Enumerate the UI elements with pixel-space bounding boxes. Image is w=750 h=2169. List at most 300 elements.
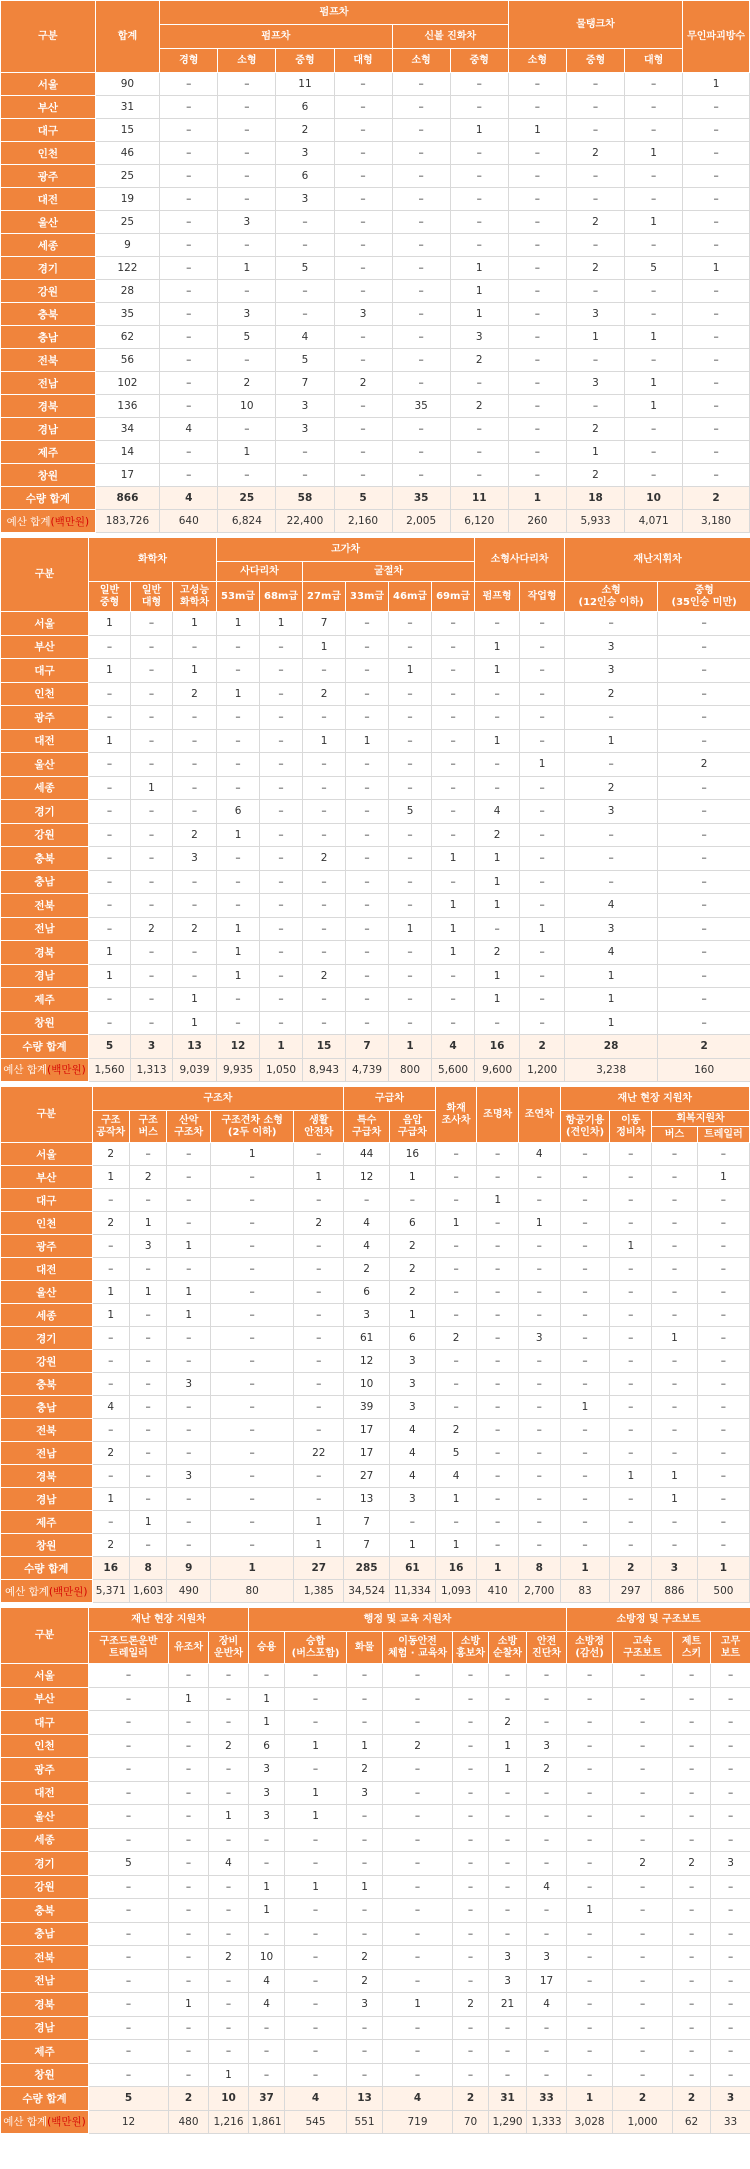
table-cell: – [475, 612, 520, 636]
table-cell: – [508, 280, 566, 303]
qty-total-cell: 33 [527, 2087, 567, 2111]
table-cell: 2 [347, 1969, 383, 1993]
table-cell: 1 [683, 73, 750, 96]
table-cell: – [276, 280, 334, 303]
table-cell: – [450, 188, 508, 211]
table-cell: – [169, 1922, 209, 1946]
table-cell: – [613, 1664, 673, 1688]
table-cell: – [173, 870, 217, 894]
table-cell: 25 [95, 165, 160, 188]
table-cell: – [131, 635, 173, 659]
header-s53: 53m급 [217, 582, 260, 612]
table-cell: 35 [392, 395, 450, 418]
table-cell: – [276, 211, 334, 234]
table-row [1, 1465, 750, 1488]
table-cell: – [294, 1396, 344, 1419]
budget-total-cell: 183,726 [95, 510, 160, 533]
table-cell: – [169, 2063, 209, 2087]
table-cell: – [711, 1946, 750, 1970]
table-cell: 1 [249, 1899, 285, 1923]
table-cell: – [89, 1011, 131, 1035]
table-cell: – [89, 894, 131, 918]
table-cell: – [613, 1875, 673, 1899]
table-cell: – [477, 1212, 519, 1235]
table-cell: – [169, 2016, 209, 2040]
table-cell: – [432, 1011, 475, 1035]
table-row [1, 441, 750, 464]
table-cell: 7 [303, 612, 346, 636]
table-cell: – [560, 1235, 610, 1258]
table-cell: – [303, 894, 346, 918]
region-label: 경북 [1, 1993, 89, 2017]
table-cell: – [453, 2040, 489, 2064]
header-pump-type: 펌프형 [475, 582, 520, 612]
table-cell: – [211, 1488, 294, 1511]
table-cell: – [450, 418, 508, 441]
table-cell: 1 [173, 988, 217, 1012]
header-r3: 산악 구조차 [167, 1111, 211, 1143]
table-cell: – [390, 1189, 436, 1212]
table-cell: – [389, 1011, 432, 1035]
qty-total-cell: 5 [334, 487, 392, 510]
table-cell: 2 [390, 1258, 436, 1281]
table-cell: – [276, 464, 334, 487]
table-cell: 4 [527, 1993, 567, 2017]
table-cell: – [567, 1828, 613, 1852]
table-cell: – [167, 1419, 211, 1442]
table-cell: – [683, 464, 750, 487]
table-cell: – [520, 847, 565, 871]
table-cell: – [347, 1828, 383, 1852]
table-cell: – [697, 1465, 749, 1488]
region-label: 전남 [1, 1969, 89, 1993]
table-cell: 6 [217, 800, 260, 824]
budget-total-row [1, 2110, 750, 2134]
table-cell: – [520, 706, 565, 730]
table-cell: – [334, 211, 392, 234]
table-cell: – [432, 800, 475, 824]
table-cell: – [520, 776, 565, 800]
table-cell: – [347, 1664, 383, 1688]
table-cell: – [173, 635, 217, 659]
table-cell: – [477, 1373, 519, 1396]
table-cell: – [683, 119, 750, 142]
table-cell: – [711, 1758, 750, 1782]
table-cell: – [92, 1373, 129, 1396]
table-row [1, 1805, 750, 1829]
table-cell: – [392, 372, 450, 395]
table-cell: 3 [390, 1373, 436, 1396]
table-cell: – [711, 1922, 750, 1946]
table-cell: – [167, 1534, 211, 1557]
table-cell: 1 [652, 1327, 698, 1350]
table-cell: 3 [565, 917, 658, 941]
table-cell: – [520, 635, 565, 659]
table-cell: – [383, 1758, 453, 1782]
table-cell: – [209, 1781, 249, 1805]
region-label: 세종 [1, 776, 89, 800]
table-cell: – [625, 303, 683, 326]
table-cell: 2 [347, 1946, 383, 1970]
header-small-ladder: 소형사다리차 [475, 538, 565, 582]
qty-total-cell: 866 [95, 487, 160, 510]
table-cell: – [518, 1189, 560, 1212]
table-cell: 5 [435, 1442, 477, 1465]
table-cell: – [658, 894, 750, 918]
budget-total-cell: 1,603 [129, 1580, 166, 1603]
table-cell: – [167, 1350, 211, 1373]
table-cell: – [566, 349, 624, 372]
budget-label-text: 예산 합계 [6, 515, 51, 528]
table-cell: – [450, 211, 508, 234]
table-cell: – [285, 1664, 347, 1688]
table-cell: – [432, 635, 475, 659]
table-cell: – [453, 1687, 489, 1711]
table-cell: – [169, 1969, 209, 1993]
table-cell: – [169, 1734, 209, 1758]
table-cell: – [566, 96, 624, 119]
header-admin: 행정 및 교육 지원차 [249, 1608, 567, 1632]
table-cell: – [566, 188, 624, 211]
region-label: 강원 [1, 1350, 93, 1373]
table-cell: – [508, 96, 566, 119]
table-cell: – [567, 1852, 613, 1876]
table-cell: 44 [344, 1143, 390, 1166]
table-cell: 1 [475, 964, 520, 988]
table-cell: 1 [475, 635, 520, 659]
table-cell: – [389, 847, 432, 871]
table-cell: – [560, 1373, 610, 1396]
region-label: 인천 [1, 682, 89, 706]
table-cell: 17 [344, 1419, 390, 1442]
table-cell: – [383, 2040, 453, 2064]
table-cell: 2 [209, 1946, 249, 1970]
table-cell: 3 [390, 1350, 436, 1373]
table-cell: – [711, 2016, 750, 2040]
table-cell: – [211, 1511, 294, 1534]
table-cell: 1 [475, 894, 520, 918]
table-row [1, 119, 750, 142]
table-cell: – [652, 1396, 698, 1419]
table-cell: 1 [173, 1011, 217, 1035]
budget-total-cell: 800 [389, 1058, 432, 1082]
table-cell: – [697, 1350, 749, 1373]
table-cell: – [347, 2016, 383, 2040]
table-cell: – [450, 142, 508, 165]
table-cell: – [129, 1534, 166, 1557]
table-cell: – [89, 1946, 169, 1970]
header-a1: 특수 구급차 [344, 1111, 390, 1143]
table-cell: – [520, 941, 565, 965]
table-cell: 4 [209, 1852, 249, 1876]
table-cell: 28 [95, 280, 160, 303]
table-cell: – [518, 1488, 560, 1511]
table-row [1, 612, 750, 636]
table-cell: – [211, 1189, 294, 1212]
table-cell: – [334, 119, 392, 142]
header-e1: 승용 [249, 1632, 285, 1664]
table-cell: – [346, 635, 389, 659]
budget-total-cell: 6,824 [218, 510, 276, 533]
table-cell: 3 [347, 1781, 383, 1805]
table-cell: 3 [489, 1946, 527, 1970]
table-cell: – [218, 96, 276, 119]
header-nc-small: 소형 [392, 49, 450, 73]
table-cell: – [527, 1711, 567, 1735]
qty-total-cell: 1 [477, 1557, 519, 1580]
table-cell: – [392, 418, 450, 441]
table-cell: – [697, 1281, 749, 1304]
table-cell: – [209, 1899, 249, 1923]
header-cmd-small: 소형 (12인승 이하) [565, 582, 658, 612]
region-label: 전남 [1, 1442, 93, 1465]
table-cell: – [211, 1534, 294, 1557]
table-row [1, 73, 750, 96]
table-cell: – [218, 165, 276, 188]
table-cell: – [334, 234, 392, 257]
table-cell: – [383, 1969, 453, 1993]
header-b4: 고무 보트 [711, 1632, 750, 1664]
table-cell: – [652, 1350, 698, 1373]
qty-total-row [1, 487, 750, 510]
table-cell: – [160, 142, 218, 165]
table-cell: – [211, 1465, 294, 1488]
table-cell: 1 [475, 659, 520, 683]
table-cell: 31 [95, 96, 160, 119]
table-cell: 5 [389, 800, 432, 824]
table-cell: – [435, 1511, 477, 1534]
table-cell: – [249, 2040, 285, 2064]
table-cell: 3 [565, 659, 658, 683]
table-cell: – [508, 165, 566, 188]
table-cell: – [131, 706, 173, 730]
region-label: 경남 [1, 418, 96, 441]
table-cell: 3 [566, 372, 624, 395]
table-cell: 1 [475, 988, 520, 1012]
table-cell: 1 [435, 1534, 477, 1557]
table-cell: – [453, 1899, 489, 1923]
table-cell: – [131, 682, 173, 706]
table-cell: – [518, 1235, 560, 1258]
table-cell: – [697, 1327, 749, 1350]
table-cell: – [218, 280, 276, 303]
table-cell: – [683, 349, 750, 372]
table-cell: – [489, 2016, 527, 2040]
table-cell: – [711, 1687, 750, 1711]
table-cell: – [566, 119, 624, 142]
table-cell: – [217, 870, 260, 894]
header-chem: 화학차 [89, 538, 217, 582]
table-cell: – [347, 1805, 383, 1829]
table-cell: – [566, 395, 624, 418]
table-cell: 2 [131, 917, 173, 941]
table-cell: 2 [450, 395, 508, 418]
qty-total-cell: 11 [450, 487, 508, 510]
vehicle-table-4 [0, 1607, 750, 2134]
qty-total-cell: 5 [89, 2087, 169, 2111]
table-cell: 1 [285, 1781, 347, 1805]
table-cell: – [294, 1419, 344, 1442]
table-cell: – [435, 1350, 477, 1373]
table-cell: – [652, 1442, 698, 1465]
table-cell: – [673, 1781, 711, 1805]
table-cell: – [489, 1687, 527, 1711]
budget-total-cell: 1,560 [89, 1058, 131, 1082]
table-cell: 1 [346, 729, 389, 753]
table-cell: 1 [129, 1511, 166, 1534]
header-unmanned: 무인파괴방수 [683, 1, 750, 73]
table-cell: – [285, 1993, 347, 2017]
table-cell: – [453, 1781, 489, 1805]
table-cell: 3 [518, 1327, 560, 1350]
table-row [1, 1419, 750, 1442]
table-cell: – [625, 165, 683, 188]
table-cell: – [560, 1166, 610, 1189]
table-row [1, 847, 750, 871]
qty-total-label: 수량 합계 [1, 487, 96, 510]
table-cell: – [432, 988, 475, 1012]
header-s68: 68m급 [260, 582, 303, 612]
table-cell: 4 [565, 894, 658, 918]
table-cell: – [129, 1327, 166, 1350]
table-cell: – [683, 234, 750, 257]
table-cell: – [489, 1664, 527, 1688]
table-cell: 3 [450, 326, 508, 349]
table-cell: – [610, 1258, 652, 1281]
table-cell: 4 [92, 1396, 129, 1419]
budget-total-cell: 480 [169, 2110, 209, 2134]
table-cell: – [383, 1875, 453, 1899]
table-cell: – [697, 1442, 749, 1465]
table-cell: 12 [344, 1350, 390, 1373]
table-cell: 1 [450, 257, 508, 280]
table-cell: – [92, 1350, 129, 1373]
table-cell: 4 [435, 1465, 477, 1488]
header-w-medium: 중형 [566, 49, 624, 73]
header-ambulance: 구급차 [344, 1087, 436, 1111]
qty-total-cell: 8 [129, 1557, 166, 1580]
table-cell: – [613, 1946, 673, 1970]
table-cell: – [697, 1511, 749, 1534]
table-cell: – [392, 165, 450, 188]
table-cell: – [697, 1235, 749, 1258]
region-label: 경기 [1, 257, 96, 280]
table-cell: – [294, 1189, 344, 1212]
table-cell: 3 [344, 1304, 390, 1327]
table-cell: – [477, 1534, 519, 1557]
budget-total-cell: 1,216 [209, 2110, 249, 2134]
table-cell: – [211, 1419, 294, 1442]
header-g27: 27m급 [303, 582, 346, 612]
table-cell: – [658, 823, 750, 847]
region-label: 경기 [1, 1852, 89, 1876]
table-cell: – [711, 1969, 750, 1993]
table-cell: – [560, 1419, 610, 1442]
table-cell: 1 [92, 1304, 129, 1327]
table-cell: – [129, 1396, 166, 1419]
header-s1: 항공기용 (견인차) [560, 1111, 610, 1143]
table-cell: – [260, 753, 303, 777]
table-cell: – [658, 682, 750, 706]
table-cell: – [209, 1758, 249, 1782]
table-cell: – [683, 280, 750, 303]
table-cell: – [285, 1852, 347, 1876]
table-row [1, 349, 750, 372]
table-cell: – [160, 119, 218, 142]
table-cell: – [129, 1419, 166, 1442]
table-cell: – [89, 1899, 169, 1923]
table-cell: – [527, 2040, 567, 2064]
region-label: 세종 [1, 1304, 93, 1327]
table-cell: – [613, 1828, 673, 1852]
table-cell: – [211, 1235, 294, 1258]
table-row [1, 96, 750, 119]
table-cell: – [169, 1875, 209, 1899]
table-cell: – [167, 1189, 211, 1212]
budget-unit-text: (백만원) [50, 515, 90, 528]
table-cell: – [294, 1258, 344, 1281]
header-small: 소형 [218, 49, 276, 73]
table-cell: 1 [435, 1488, 477, 1511]
table-cell: – [613, 1969, 673, 1993]
table-cell: – [217, 988, 260, 1012]
table-cell: 3 [218, 303, 276, 326]
table-cell: 2 [673, 1852, 711, 1876]
table-cell: – [383, 1664, 453, 1688]
budget-total-cell: 719 [383, 2110, 453, 2134]
table-cell: – [711, 1781, 750, 1805]
table-cell: 2 [475, 823, 520, 847]
table-cell: 1 [477, 1189, 519, 1212]
qty-total-cell: 16 [475, 1035, 520, 1059]
table-cell: – [383, 1711, 453, 1735]
table-row [1, 870, 750, 894]
budget-total-cell: 3,028 [567, 2110, 613, 2134]
table-cell: – [625, 234, 683, 257]
qty-total-cell: 2 [613, 2087, 673, 2111]
table-cell: 1 [389, 917, 432, 941]
region-label: 전북 [1, 1946, 89, 1970]
table-cell: – [613, 1781, 673, 1805]
table-cell: – [435, 1166, 477, 1189]
table-cell: – [218, 234, 276, 257]
table-cell: 2 [565, 682, 658, 706]
table-cell: – [209, 2040, 249, 2064]
table-cell: 1 [249, 1875, 285, 1899]
table-cell: 2 [613, 1852, 673, 1876]
qty-total-cell: 4 [383, 2087, 453, 2111]
table-cell: – [249, 1664, 285, 1688]
table-cell: – [477, 1304, 519, 1327]
table-cell: 2 [435, 1327, 477, 1350]
table-cell: 13 [344, 1488, 390, 1511]
qty-total-label: 수량 합계 [1, 1035, 89, 1059]
qty-total-cell: 1 [389, 1035, 432, 1059]
budget-total-cell: 1,313 [131, 1058, 173, 1082]
table-cell: – [453, 2016, 489, 2040]
header-b2: 고속 구조보트 [613, 1632, 673, 1664]
table-row [1, 1488, 750, 1511]
header-g33: 33m급 [346, 582, 389, 612]
table-cell: – [610, 1212, 652, 1235]
table-cell: – [658, 988, 750, 1012]
qty-total-cell: 2 [520, 1035, 565, 1059]
table-cell: 1 [625, 326, 683, 349]
qty-total-cell: 25 [218, 487, 276, 510]
table-row [1, 1327, 750, 1350]
table-cell: 1 [565, 988, 658, 1012]
qty-total-cell: 10 [209, 2087, 249, 2111]
